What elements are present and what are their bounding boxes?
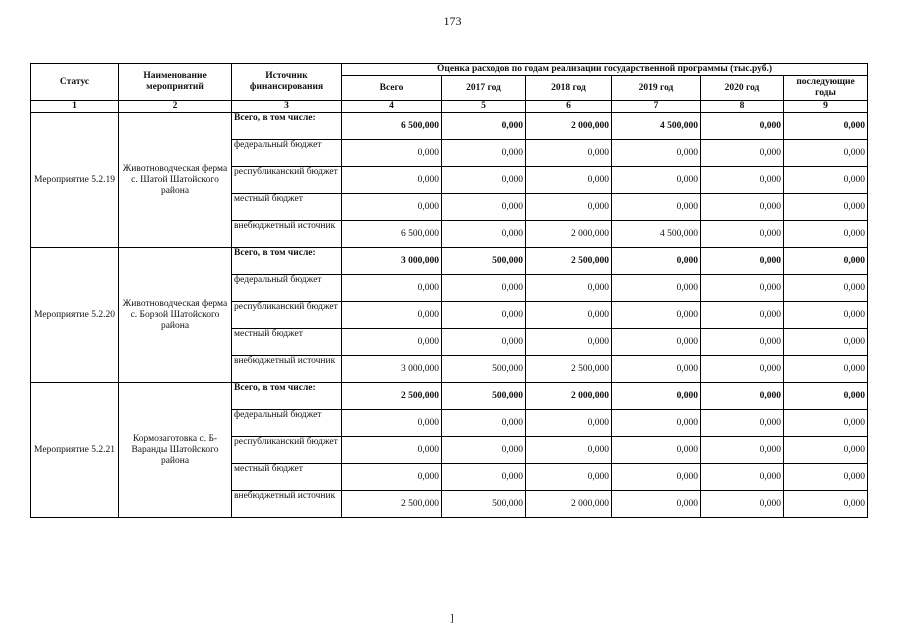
amount-cell: 0,000	[784, 491, 868, 518]
amount-cell: 0,000	[784, 194, 868, 221]
amount-cell: 0,000	[701, 221, 784, 248]
amount-cell: 2 000,000	[526, 221, 612, 248]
amount-cell: 0,000	[701, 437, 784, 464]
budget-table	[30, 63, 868, 518]
amount-cell: 0,000	[442, 140, 526, 167]
funding-source: местный бюджет	[232, 464, 342, 491]
amount-cell: 0,000	[526, 437, 612, 464]
amount-cell: 0,000	[442, 113, 526, 140]
amount-cell: 0,000	[784, 113, 868, 140]
amount-cell: 0,000	[342, 302, 442, 329]
amount-cell: 0,000	[784, 383, 868, 410]
amount-cell: 0,000	[612, 140, 701, 167]
amount-cell: 0,000	[342, 464, 442, 491]
amount-cell: 0,000	[442, 437, 526, 464]
amount-cell: 0,000	[526, 329, 612, 356]
amount-cell: 0,000	[342, 329, 442, 356]
header-source: Источник финансирования	[232, 64, 342, 101]
header-2018: 2018 год	[526, 76, 612, 101]
amount-cell: 0,000	[442, 194, 526, 221]
table-row	[31, 248, 868, 275]
footer-mark: ]	[450, 612, 454, 624]
header-total: Всего	[342, 76, 442, 101]
column-number: 6	[526, 101, 612, 113]
header-2017: 2017 год	[442, 76, 526, 101]
funding-source: республиканский бюджет	[232, 167, 342, 194]
header-estimate: Оценка расходов по годам реализации государственной программы (тыс.руб.)	[342, 64, 868, 76]
header-2019: 2019 год	[612, 76, 701, 101]
amount-cell: 0,000	[701, 464, 784, 491]
amount-cell: 0,000	[701, 275, 784, 302]
amount-cell: 0,000	[784, 221, 868, 248]
amount-cell: 0,000	[612, 275, 701, 302]
amount-cell: 500,000	[442, 356, 526, 383]
amount-cell: 0,000	[526, 140, 612, 167]
amount-cell: 3 000,000	[342, 356, 442, 383]
funding-source: внебюджетный источник	[232, 221, 342, 248]
measure-status: Мероприятие 5.2.21	[31, 383, 119, 518]
funding-source: Всего, в том числе:	[232, 248, 342, 275]
table-body	[31, 113, 868, 518]
amount-cell: 0,000	[442, 464, 526, 491]
amount-cell: 0,000	[342, 140, 442, 167]
funding-source: федеральный бюджет	[232, 275, 342, 302]
amount-cell: 0,000	[701, 302, 784, 329]
amount-cell: 6 500,000	[342, 221, 442, 248]
amount-cell: 0,000	[784, 167, 868, 194]
amount-cell: 0,000	[784, 275, 868, 302]
amount-cell: 0,000	[442, 302, 526, 329]
amount-cell: 4 500,000	[612, 221, 701, 248]
page-number: 173	[443, 14, 462, 28]
amount-cell: 2 000,000	[526, 113, 612, 140]
amount-cell: 0,000	[442, 329, 526, 356]
amount-cell: 2 500,000	[342, 383, 442, 410]
amount-cell: 0,000	[526, 167, 612, 194]
table-row	[31, 113, 868, 140]
amount-cell: 0,000	[612, 248, 701, 275]
table-row	[31, 383, 868, 410]
amount-cell: 500,000	[442, 491, 526, 518]
amount-cell: 0,000	[526, 302, 612, 329]
amount-cell: 6 500,000	[342, 113, 442, 140]
amount-cell: 0,000	[701, 383, 784, 410]
amount-cell: 0,000	[784, 356, 868, 383]
funding-source: местный бюджет	[232, 329, 342, 356]
amount-cell: 2 000,000	[526, 383, 612, 410]
amount-cell: 0,000	[701, 491, 784, 518]
amount-cell: 0,000	[342, 275, 442, 302]
measure-name: Животноводческая ферма с. Шатой Шатойского района	[119, 113, 232, 248]
amount-cell: 0,000	[612, 410, 701, 437]
amount-cell: 0,000	[784, 329, 868, 356]
header-later-years: последующие годы	[784, 76, 868, 101]
amount-cell: 2 500,000	[342, 491, 442, 518]
column-number: 1	[31, 101, 119, 113]
funding-source: федеральный бюджет	[232, 140, 342, 167]
funding-source: внебюджетный источник	[232, 491, 342, 518]
amount-cell: 0,000	[526, 194, 612, 221]
amount-cell: 0,000	[612, 194, 701, 221]
header-status: Статус	[31, 64, 119, 101]
amount-cell: 0,000	[784, 302, 868, 329]
amount-cell: 0,000	[612, 383, 701, 410]
amount-cell: 0,000	[701, 167, 784, 194]
column-number-row	[31, 101, 868, 113]
amount-cell: 0,000	[526, 464, 612, 491]
measure-name: Кормозаготовка с. Б-Варанды Шатойского района	[119, 383, 232, 518]
amount-cell: 0,000	[701, 140, 784, 167]
amount-cell: 0,000	[442, 167, 526, 194]
header-2020: 2020 год	[701, 76, 784, 101]
amount-cell: 0,000	[342, 410, 442, 437]
amount-cell: 2 500,000	[526, 356, 612, 383]
amount-cell: 0,000	[442, 221, 526, 248]
funding-source: федеральный бюджет	[232, 410, 342, 437]
funding-source: Всего, в том числе:	[232, 113, 342, 140]
amount-cell: 0,000	[784, 140, 868, 167]
amount-cell: 3 000,000	[342, 248, 442, 275]
amount-cell: 0,000	[612, 491, 701, 518]
amount-cell: 0,000	[701, 113, 784, 140]
funding-source: Всего, в том числе:	[232, 383, 342, 410]
measure-status: Мероприятие 5.2.19	[31, 113, 119, 248]
amount-cell: 2 500,000	[526, 248, 612, 275]
measure-name: Животноводческая ферма с. Борзой Шатойского района	[119, 248, 232, 383]
column-number: 3	[232, 101, 342, 113]
amount-cell: 0,000	[701, 248, 784, 275]
column-number: 2	[119, 101, 232, 113]
amount-cell: 0,000	[701, 194, 784, 221]
amount-cell: 0,000	[612, 437, 701, 464]
amount-cell: 0,000	[342, 194, 442, 221]
amount-cell: 0,000	[701, 410, 784, 437]
funding-source: республиканский бюджет	[232, 437, 342, 464]
amount-cell: 0,000	[612, 329, 701, 356]
amount-cell: 0,000	[442, 410, 526, 437]
header-name: Наименование мероприятий	[119, 64, 232, 101]
amount-cell: 0,000	[784, 410, 868, 437]
amount-cell: 2 000,000	[526, 491, 612, 518]
amount-cell: 0,000	[612, 356, 701, 383]
column-number: 8	[701, 101, 784, 113]
amount-cell: 500,000	[442, 248, 526, 275]
measure-status: Мероприятие 5.2.20	[31, 248, 119, 383]
amount-cell: 0,000	[701, 356, 784, 383]
funding-source: внебюджетный источник	[232, 356, 342, 383]
amount-cell: 0,000	[342, 167, 442, 194]
funding-source: республиканский бюджет	[232, 302, 342, 329]
amount-cell: 0,000	[784, 464, 868, 491]
amount-cell: 0,000	[442, 275, 526, 302]
column-number: 4	[342, 101, 442, 113]
amount-cell: 0,000	[784, 248, 868, 275]
amount-cell: 0,000	[612, 464, 701, 491]
amount-cell: 0,000	[526, 275, 612, 302]
funding-source: местный бюджет	[232, 194, 342, 221]
column-number: 7	[612, 101, 701, 113]
amount-cell: 500,000	[442, 383, 526, 410]
amount-cell: 0,000	[526, 410, 612, 437]
amount-cell: 0,000	[701, 329, 784, 356]
amount-cell: 0,000	[342, 437, 442, 464]
amount-cell: 0,000	[612, 302, 701, 329]
column-number: 5	[442, 101, 526, 113]
amount-cell: 0,000	[784, 437, 868, 464]
column-number: 9	[784, 101, 868, 113]
amount-cell: 0,000	[612, 167, 701, 194]
amount-cell: 4 500,000	[612, 113, 701, 140]
